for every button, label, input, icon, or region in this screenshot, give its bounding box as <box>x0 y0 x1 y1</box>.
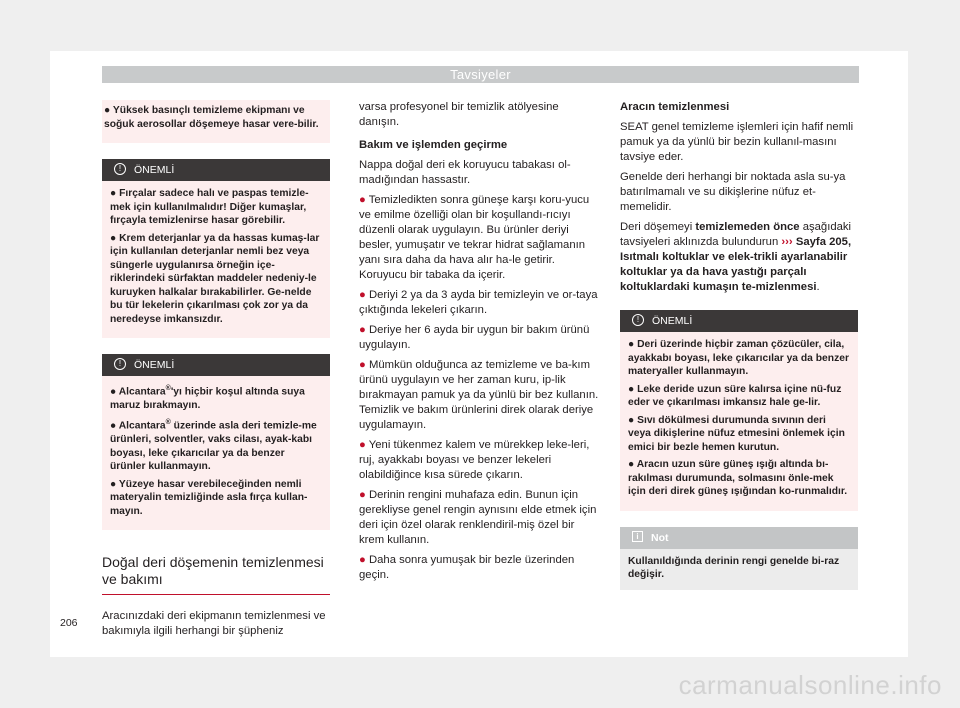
bullet-item: ● Mümkün olduğunca az temizleme ve ba-kım ürünü uygulayın ve her zaman kuru, ip-lik bırakmayan pamuk ya da yünlü bir bez kullanın. Temizlik ve bakım ürünlerini direk olarak deriye uygulamayın. <box>359 359 599 431</box>
bullet-item: ● Deriye her 6 ayda bir uygun bir bakım ürünü uygulayın. <box>359 324 590 351</box>
important-box-header <box>102 159 330 181</box>
important-item: ● Krem deterjanlar ya da hassas kumaş-lar için kullanılan deterjanlar nemli bez veya süngerle uygulanırsa örneğin içe-riklerindeki sürfaktan maddeler nedeniy-le kuruyken halkalar bırakabilirler. Ge-nelde bu tür lekelerin çıkarılması çok zor ya da neredeyse imkansızdır. <box>110 232 320 325</box>
paragraph: Nappa doğal deri ek koruyucu tabakası ol-madığından hassastır. <box>359 159 571 186</box>
note-icon: i <box>632 531 643 542</box>
note-box-header <box>620 527 858 549</box>
important-item: ● Deri üzerinde hiçbir zaman çözücüler, cila, ayakkabı boyası, leke çıkarıcılar ya da benzer materyaller kullanmayın. <box>628 339 849 377</box>
subheading: Aracın temizlenmesi <box>620 101 730 113</box>
bullet-item: ● Derinin rengini muhafaza edin. Bunun için gerekliyse genel rengin aynısını elde etmek için deri için özel olarak renklendiril-miş özel bir krem kullanın. <box>359 489 597 546</box>
important-box-2 <box>102 354 330 530</box>
paragraph: Genelde deri herhangi bir noktada asla su-ya batırılmamalı ve su dikişlerine nüfuz et-memelidir. <box>620 171 846 213</box>
column-1 <box>102 100 330 639</box>
important-item: ● Sıvı dökülmesi durumunda sıvının deri veya dikişlerine nüfuz etmesini önlemek için emici bir bezle hemen kurutun. <box>628 414 845 453</box>
subheading: Bakım ve işlemden geçirme <box>359 139 508 151</box>
important-title: ÖNEMLİ <box>134 164 175 176</box>
cross-reference-arrow: ››› <box>781 236 793 248</box>
important-item: ● Alcantara®'yı hiçbir koşul altında suya maruz bırakmayın. <box>110 385 305 411</box>
paragraph: varsa profesyonel bir temizlik atölyesine danışın. <box>359 101 559 128</box>
info-icon: ! <box>114 163 126 175</box>
warning-text: Yüksek basınçlı temizleme ekipmanı ve soğuk aerosollar döşemeye hasar vere-bilir. <box>104 105 319 130</box>
important-box-header <box>102 354 330 376</box>
page-number: 206 <box>60 617 78 629</box>
section-intro: Aracınızdaki deri ekipmanın temizlenmesi ve bakımıyla ilgili herhangi bir şüpheniz <box>102 610 326 638</box>
important-title: ÖNEMLİ <box>652 315 693 327</box>
column-2 <box>359 100 599 588</box>
important-item: ● Leke deride uzun süre kalırsa içine nü-fuz eder ve çıkarılması imkansız hale ge-lir. <box>628 383 842 408</box>
warning-continuation <box>102 100 330 143</box>
note-text: Kullanıldığında derinin rengi genelde bi-raz değişir. <box>628 555 840 580</box>
important-item: ● Fırçalar sadece halı ve paspas temizle-mek için kullanılmalıdır! Diğer kumaşlar, fırçayla temizlenirse hasar görebilir. <box>110 188 309 226</box>
bullet-item: ● Temizledikten sonra güneşe karşı koru-yucu ve emilme özelliği olan bir koşullandı-rıcıyı düzenli olarak uygulayın. Bu ürünler deriyi besler, yumuşatır ve tekrar hidrat sağlamanın yanı sıra daha da hava alır ha-le getirir. Koruyucu bir tabaka da içerir. <box>359 194 590 281</box>
important-box-3 <box>620 310 858 511</box>
important-box-header <box>620 310 858 332</box>
bullet-item: ● Daha sonra yumuşak bir bezle üzerinden geçin. <box>359 554 575 581</box>
warning-item: ● Yüksek basınçlı temizleme ekipmanı ve soğuk aerosollar döşemeye hasar vere-bilir. <box>104 105 319 130</box>
cross-reference-link[interactable]: Sayfa 205, Isıtmalı koltuklar ve elek-trikli ayarlanabilir koltuklar ya da hava yastığı parçalı koltuklardaki kumaşın te-mizlenmesi <box>620 236 852 293</box>
important-item: ● Yüzeye hasar verebileceğinden nemli materyalin temizliğinde asla fırça kullan-mayın. <box>110 478 308 517</box>
page-header: Tavsiyeler <box>102 66 859 83</box>
section-title: Doğal deri döşemenin temizlenmesi ve bakımı <box>102 554 330 595</box>
important-box-1 <box>102 159 330 338</box>
note-title: Not <box>651 531 669 544</box>
important-item: ● Aracın uzun süre güneş ışığı altında bı-rakılması durumunda, solmasını önle-mek için deri direk güneş ışığından ko-runmalıdır. <box>628 459 848 497</box>
info-icon: ! <box>632 314 644 326</box>
important-item: ● Alcantara® üzerinde asla deri temizle-me ürünleri, solventler, vaks cilası, ayak-kabı boyası, leke çıkarıcılar ya da benzer ürünler kullanmayın. <box>110 419 317 473</box>
paragraph: SEAT genel temizleme işlemleri için hafif nemli pamuk ya da yünlü bir bezin kullanıl-masını tavsiye eder. <box>620 121 854 163</box>
paragraph: Deri döşemeyi temizlemeden önce aşağıdaki tavsiyeleri aklınızda bulundurun ››› Sayfa 205, Isıtmalı koltuklar ve elek-trikli ayarlanabilir koltuklar ya da hava yastığı parçalı koltuklardaki kumaşın te-mizlenmesi. <box>620 221 852 293</box>
bullet-item: ● Yeni tükenmez kalem ve mürekkep leke-leri, ruj, ayakkabı boyası ve benzer lekeleri olabildiğince kısa sürede çıkarın. <box>359 439 590 481</box>
bullet-item: ● Deriyi 2 ya da 3 ayda bir temizleyin ve or-taya çıktığında lekeleri çıkarın. <box>359 289 598 316</box>
note-box <box>620 527 858 590</box>
important-title: ÖNEMLİ <box>134 359 175 371</box>
info-icon: ! <box>114 358 126 370</box>
watermark: carmanualsonline.info <box>678 670 942 700</box>
column-3 <box>620 100 858 590</box>
